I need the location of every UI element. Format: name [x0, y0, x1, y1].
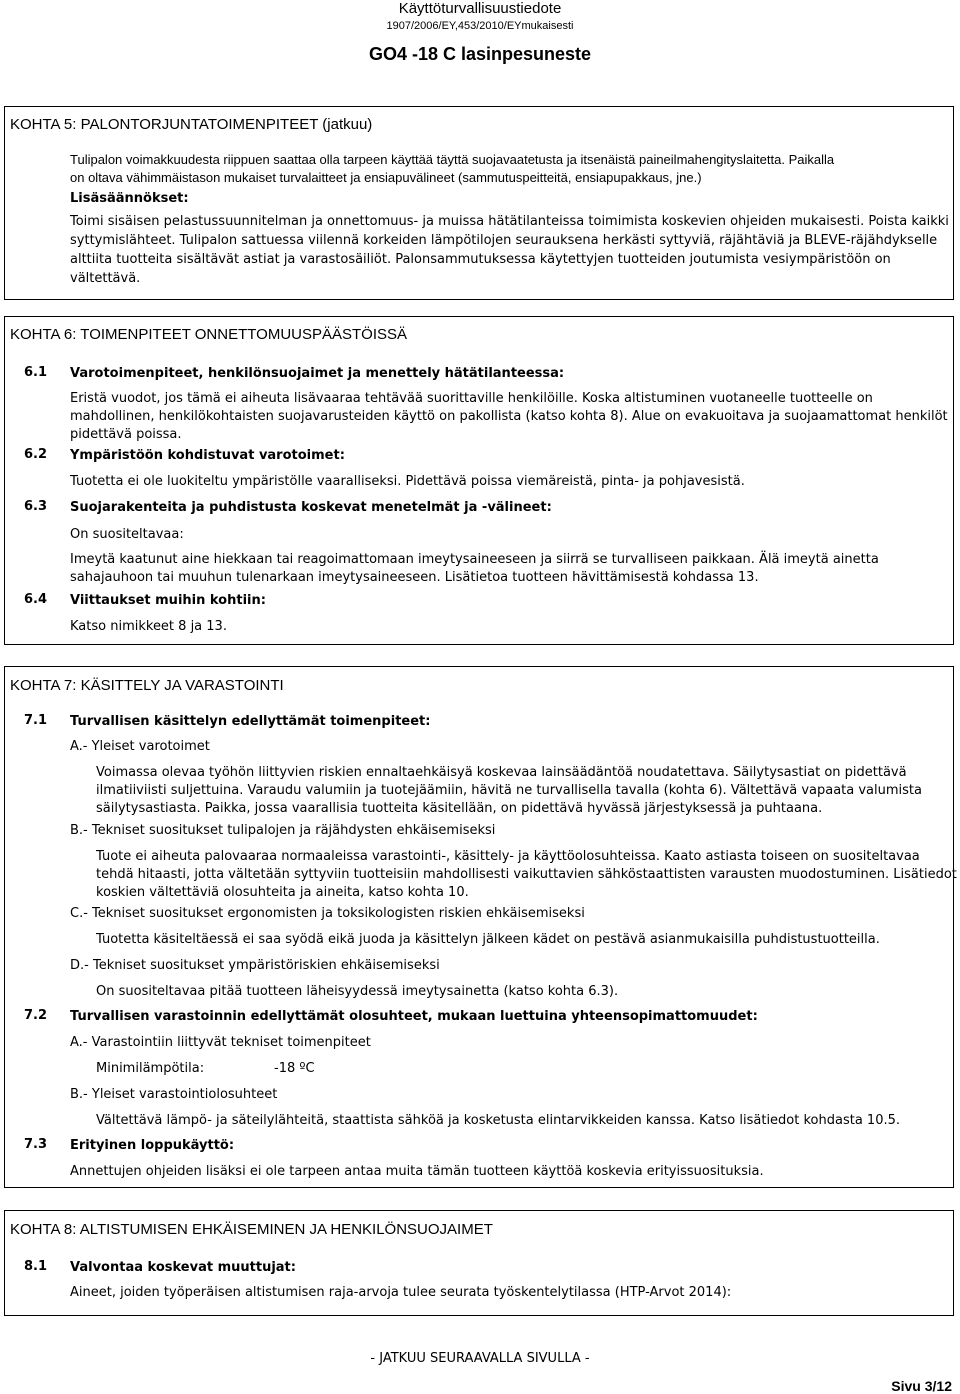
section-5-text: Toimi sisäisen pelastussuunnitelman ja onnettomuus- ja muissa hätätilanteissa toimimista koskevien ohjeiden mukaisesti. Poista kaikki — [70, 214, 949, 229]
section-6-text: sahajauhoon tai muuhun tulenarkaan imeytysaineeseen. Lisätietoa tuotteen hävittämisestä kohdassa 13. — [70, 570, 759, 585]
item-label: C.- Tekniset suositukset ergonomisten ja toksikologisten riskien ehkäisemiseksi — [70, 906, 585, 921]
subsection-number: 7.1 — [24, 713, 48, 728]
section-7-text: Annettujen ohjeiden lisäksi ei ole tarpeen antaa muita tämän tuotteen käyttöä koskevia erityissuosituksia. — [70, 1164, 764, 1179]
item-label: B.- Yleiset varastointiolosuhteet — [70, 1087, 278, 1102]
section-6-text: pidettävä poissa. — [70, 427, 182, 442]
section-6-text: Imeytä kaatunut aine hiekkaan tai reagoimattomaan imeytysaineeseen ja siirrä se turvalliseen paikkaan. Älä imeytä ainetta — [70, 552, 879, 567]
subsection-heading: Valvontaa koskevat muuttujat: — [70, 1260, 296, 1275]
subsection-number: 7.2 — [24, 1008, 48, 1023]
subsection-heading: Viittaukset muihin kohtiin: — [70, 593, 266, 608]
item-label: A.- Yleiset varotoimet — [70, 739, 210, 754]
section-7-text: ilmatiiviisti suljettuina. Varaudu valumiin ja tuotejäämiin, hävitä ne turvallisella tavalla (kohta 6). Vältettävä vapaata valumista — [96, 783, 922, 798]
subsection-number: 6.3 — [24, 499, 48, 514]
product-name: GO4 -18 C lasinpesuneste — [368, 44, 592, 64]
item-label: D.- Tekniset suositukset ympäristöriskien ehkäisemiseksi — [70, 958, 440, 973]
item-label: A.- Varastointiin liittyvät tekniset toimenpiteet — [70, 1035, 371, 1050]
section-5-title: KOHTA 5: PALONTORJUNTATOIMENPITEET (jatkuu) — [10, 116, 373, 133]
section-7-text: On suositeltavaa pitää tuotteen läheisyydessä imeytysainetta (katso kohta 6.3). — [96, 984, 619, 999]
continue-notice: - JATKUU SEURAAVALLA SIVULLA - — [370, 1351, 590, 1366]
section-7-text: koskien vältettäviä olosuhteita ja aineita, katso kohta 10. — [96, 885, 469, 900]
section-7-text: tehdä hitaasti, jotta vältetään syttyviin tuotteisiin mahdollisesti vaikuttavien sähköstaattisten varausten muodostuminen. Lisätiedot — [96, 867, 957, 882]
section-7-text: säilytysastiasta. Paikka, jossa vaarallisia tuotteita käsitellään, on pidettävä hyvässä järjestyksessä ja puhtaana. — [96, 801, 823, 816]
regulation-reference: 1907/2006/EY,453/2010/EYmukaisesti — [386, 20, 574, 32]
subsection-heading: Ympäristöön kohdistuvat varotoimet: — [70, 448, 345, 463]
section-7-text: Vältettävä lämpö- ja säteilylähteitä, staattista sähköä ja kosketusta elintarvikkeiden kanssa. Katso lisätiedot kohdasta 10.5. — [96, 1113, 901, 1128]
subsection-heading: Erityinen loppukäyttö: — [70, 1138, 235, 1153]
subsection-number: 6.2 — [24, 447, 48, 462]
section-7-title: KOHTA 7: KÄSITTELY JA VARASTOINTI — [10, 677, 284, 694]
subsection-number: 6.1 — [24, 365, 48, 380]
section-6-text: Tuotetta ei ole luokiteltu ympäristölle vaaralliseksi. Pidettävä poissa viemäreistä, pinta- ja pohjavesistä. — [70, 474, 745, 489]
subsection-heading: Turvallisen varastoinnin edellyttämät olosuhteet, mukaan luettuina yhteensopimattomuudet: — [70, 1009, 758, 1024]
page-number: Sivu 3/12 — [891, 1378, 952, 1394]
section-7-text: Voimassa olevaa työhön liittyvien riskien ennaltaehkäisyä koskevaa lainsäädäntöä noudatettava. Säilytysastiat on pidettävä — [96, 765, 907, 780]
subsection-number: 6.4 — [24, 592, 48, 607]
section-6-text: On suositeltavaa: — [70, 527, 184, 542]
document-type: Käyttöturvallisuustiedote — [398, 0, 562, 17]
subsection-number: 8.1 — [24, 1259, 48, 1274]
section-5-text: on oltava vähimmäistason mukaiset turvalaitteet ja ensiapuvälineet (sammutuspeitteitä, ensiapupakkaus, jne.) — [70, 170, 702, 185]
section-7-text: Tuote ei aiheuta palovaaraa normaaleissa varastointi-, käsittely- ja käyttöolosuhteissa. Kaato astiasta toiseen on suositeltavaa — [96, 849, 920, 864]
subsection-heading: Suojarakenteita ja puhdistusta koskevat menetelmät ja -välineet: — [70, 500, 552, 515]
subsection-heading: Varotoimenpiteet, henkilönsuojaimet ja menettely hätätilanteessa: — [70, 366, 565, 381]
section-5-text: syttymislähteet. Tulipalon sattuessa viilennä korkeiden lämpötilojen seurauksena herkästi syttyviä, räjähtäviä ja BLEVE-räjähdykselle — [70, 233, 938, 248]
section-6-text: Katso nimikkeet 8 ja 13. — [70, 619, 227, 634]
section-8-text: Aineet, joiden työperäisen altistumisen raja-arvoja tulee seurata työskentelytilassa (HTP-Arvot 2014): — [70, 1285, 732, 1300]
item-label: B.- Tekniset suositukset tulipalojen ja räjähdysten ehkäisemiseksi — [70, 823, 496, 838]
section-6-text: Eristä vuodot, jos tämä ei aiheuta lisävaaraa tehtävää suorittaville henkilöille. Koska altistuminen vuotaneelle tuotteelle on — [70, 391, 873, 406]
section-5-text: Tulipalon voimakkuudesta riippuen saattaa olla tarpeen käyttää täyttä suojavaatetusta ja itsenäistä paineilmahengityslaitetta. Paikalla — [70, 152, 835, 167]
min-temperature-value: -18 ºC — [274, 1061, 315, 1076]
subsection-number: 7.3 — [24, 1137, 48, 1152]
section-8-title: KOHTA 8: ALTISTUMISEN EHKÄISEMINEN JA HENKILÖNSUOJAIMET — [10, 1221, 493, 1238]
section-7-text: Tuotetta käsiteltäessä ei saa syödä eikä juoda ja käsittelyn jälkeen kädet on pestävä asianmukaisilla puhdistustuotteilla. — [96, 932, 880, 947]
section-5-text: alttiita tuotteita sisältävät astiat ja varastosäiliöt. Palonsammutuksessa käytettyjen tuotteiden joutumista vesiympäristöön on — [70, 252, 891, 267]
section-5-subheading: Lisäsäännökset: — [70, 191, 189, 206]
section-5-text: vältettävä. — [70, 271, 141, 286]
subsection-heading: Turvallisen käsittelyn edellyttämät toimenpiteet: — [70, 714, 431, 729]
section-6-title: KOHTA 6: TOIMENPITEET ONNETTOMUUSPÄÄSTÖISSÄ — [10, 326, 408, 343]
section-6-text: mahdollinen, henkilökohtaisten suojavarusteiden käyttö on pakollista (katso kohta 8). Alue on evakuoitava ja suojaamattomat henkilöt — [70, 409, 948, 424]
min-temperature-label: Minimilämpötila: — [96, 1061, 205, 1076]
